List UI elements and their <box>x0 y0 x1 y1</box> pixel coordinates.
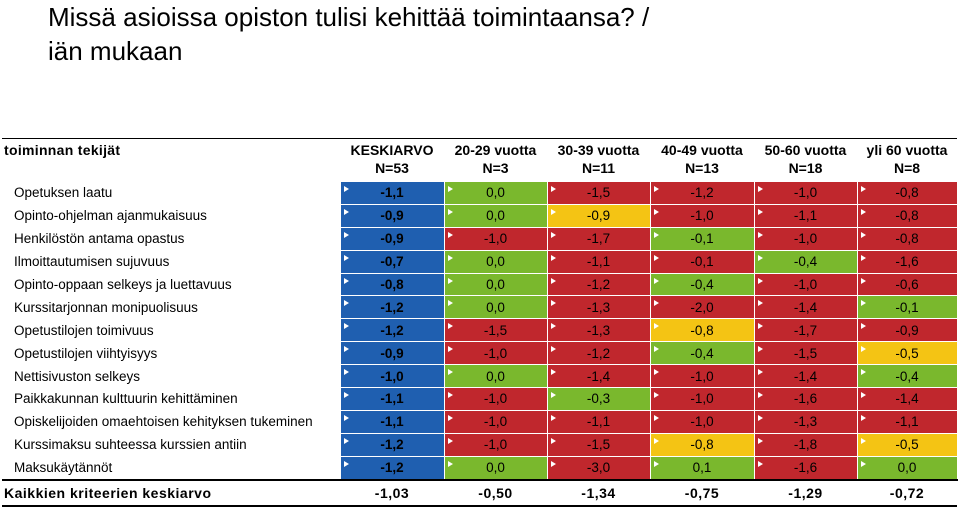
value-cell: -1,4 <box>857 388 957 411</box>
value-cell: -1,1 <box>547 250 650 273</box>
average-cell: -1,2 <box>340 456 444 479</box>
value-cell: 0,0 <box>857 456 957 479</box>
value-cell: 0,0 <box>444 365 547 388</box>
value-cell: -0,4 <box>857 365 957 388</box>
table-row <box>2 296 957 319</box>
value-cell: -0,8 <box>650 319 754 342</box>
value-cell: -1,7 <box>547 227 650 250</box>
value-cell: -1,1 <box>754 204 857 227</box>
value-cell: -0,8 <box>857 204 957 227</box>
value-cell: -1,8 <box>754 433 857 456</box>
value-cell: -0,5 <box>857 433 957 456</box>
average-cell: -1,2 <box>340 319 444 342</box>
average-cell: -1,1 <box>340 182 444 205</box>
value-cell: -1,0 <box>650 365 754 388</box>
table-row <box>2 365 957 388</box>
table-row <box>2 319 957 342</box>
average-cell: -1,2 <box>340 433 444 456</box>
value-cell: -1,0 <box>444 410 547 433</box>
value-cell: -0,6 <box>857 273 957 296</box>
value-cell: -1,0 <box>754 182 857 205</box>
average-cell: -0,9 <box>340 227 444 250</box>
row-label: Maksukäytännöt <box>14 459 113 475</box>
page-title <box>48 0 948 68</box>
table-row <box>2 250 957 273</box>
header-col-4: 50-60 vuotta N=18 <box>754 139 857 182</box>
table-row <box>2 410 957 433</box>
table-row <box>2 342 957 365</box>
value-cell: -1,6 <box>857 250 957 273</box>
value-cell: -1,5 <box>754 342 857 365</box>
value-cell: -1,3 <box>547 296 650 319</box>
row-label: Henkilöstön antama opastus <box>14 231 185 247</box>
footer-value: -1,34 <box>547 480 650 506</box>
value-cell: -0,4 <box>650 342 754 365</box>
table-row <box>2 204 957 227</box>
header-col-0: KESKIARVO N=53 <box>340 139 444 182</box>
value-cell: -1,4 <box>754 296 857 319</box>
row-label: Nettisivuston selkeys <box>14 368 141 384</box>
value-cell: -1,1 <box>547 410 650 433</box>
value-cell: -1,6 <box>754 456 857 479</box>
row-label: Opetustilojen viihtyisyys <box>14 345 158 361</box>
row-label: Opinto-oppaan selkeys ja luettavuus <box>14 277 232 292</box>
title-line-2: iän mukaan <box>48 36 183 66</box>
results-table <box>2 138 958 507</box>
value-cell: -1,0 <box>444 342 547 365</box>
value-cell: 0,0 <box>444 204 547 227</box>
value-cell: -3,0 <box>547 456 650 479</box>
value-cell: -0,5 <box>857 342 957 365</box>
row-label: Ilmoittautumisen sujuvuus <box>14 254 170 270</box>
value-cell: -1,3 <box>547 319 650 342</box>
table-row <box>2 388 957 411</box>
value-cell: -1,5 <box>547 433 650 456</box>
value-cell: -0,4 <box>754 250 857 273</box>
title-line-1: Missä asioissa opiston tulisi kehittää toimintaansa? / <box>48 2 650 32</box>
header-col-1: 20-29 vuotta N=3 <box>444 139 547 182</box>
value-cell: -0,8 <box>857 227 957 250</box>
value-cell: -1,0 <box>444 388 547 411</box>
value-cell: 0,1 <box>650 456 754 479</box>
average-cell: -0,8 <box>340 273 444 296</box>
value-cell: -1,2 <box>547 273 650 296</box>
header-col-5: yli 60 vuotta N=8 <box>857 139 957 182</box>
footer-value: -0,50 <box>444 480 547 506</box>
value-cell: 0,0 <box>444 273 547 296</box>
header-first: toiminnan tekijät <box>2 139 340 182</box>
value-cell: -0,8 <box>650 433 754 456</box>
average-cell: -0,9 <box>340 342 444 365</box>
value-cell: -1,2 <box>650 182 754 205</box>
value-cell: -0,1 <box>650 227 754 250</box>
value-cell: 0,0 <box>444 250 547 273</box>
average-cell: -1,1 <box>340 388 444 411</box>
value-cell: -1,5 <box>547 182 650 205</box>
footer-value: -1,03 <box>340 480 444 506</box>
footer-value: -0,75 <box>650 480 754 506</box>
row-label: Opetustilojen toimivuus <box>14 322 154 338</box>
value-cell: -1,4 <box>547 365 650 388</box>
value-cell: -1,1 <box>857 410 957 433</box>
value-cell: -0,1 <box>857 296 957 319</box>
value-cell: -1,3 <box>754 410 857 433</box>
average-cell: -0,7 <box>340 250 444 273</box>
row-label: Paikkakunnan kulttuurin kehittäminen <box>14 391 238 407</box>
value-cell: -1,2 <box>547 342 650 365</box>
average-cell: -1,0 <box>340 365 444 388</box>
row-label: Kurssitarjonnan monipuolisuus <box>14 299 198 315</box>
value-cell: -1,0 <box>650 204 754 227</box>
table-row <box>2 227 957 250</box>
value-cell: 0,0 <box>444 456 547 479</box>
table-row <box>2 433 957 456</box>
header-col-2: 30-39 vuotta N=11 <box>547 139 650 182</box>
value-cell: -1,5 <box>444 319 547 342</box>
average-cell: -1,1 <box>340 410 444 433</box>
table-row <box>2 182 957 205</box>
table-row <box>2 273 957 296</box>
average-cell: -1,2 <box>340 296 444 319</box>
table-row <box>2 456 957 479</box>
table-footer-row <box>2 480 957 506</box>
value-cell: -0,9 <box>857 319 957 342</box>
value-cell: -1,0 <box>650 388 754 411</box>
row-label: Opetuksen laatu <box>14 185 113 201</box>
value-cell: -1,0 <box>754 273 857 296</box>
header-col-3: 40-49 vuotta N=13 <box>650 139 754 182</box>
value-cell: 0,0 <box>444 296 547 319</box>
footer-value: -0,72 <box>857 480 957 506</box>
value-cell: -0,8 <box>857 182 957 205</box>
value-cell: -0,1 <box>650 250 754 273</box>
value-cell: -1,6 <box>754 388 857 411</box>
footer-label: Kaikkien kriteerien keskiarvo <box>2 480 340 506</box>
value-cell: -1,0 <box>650 410 754 433</box>
value-cell: -1,4 <box>754 365 857 388</box>
row-label: Kurssimaksu suhteessa kurssien antiin <box>14 437 247 453</box>
value-cell: 0,0 <box>444 182 547 205</box>
footer-value: -1,29 <box>754 480 857 506</box>
value-cell: -1,0 <box>754 227 857 250</box>
value-cell: -2,0 <box>650 296 754 319</box>
value-cell: -1,7 <box>754 319 857 342</box>
value-cell: -1,0 <box>444 227 547 250</box>
value-cell: -0,4 <box>650 273 754 296</box>
row-label: Opiskelijoiden omaehtoisen kehityksen tukeminen <box>14 414 313 430</box>
value-cell: -0,3 <box>547 388 650 411</box>
value-cell: -0,9 <box>547 204 650 227</box>
table-header-row <box>2 139 957 182</box>
average-cell: -0,9 <box>340 204 444 227</box>
row-label: Opinto-ohjelman ajanmukaisuus <box>14 208 207 224</box>
value-cell: -1,0 <box>444 433 547 456</box>
